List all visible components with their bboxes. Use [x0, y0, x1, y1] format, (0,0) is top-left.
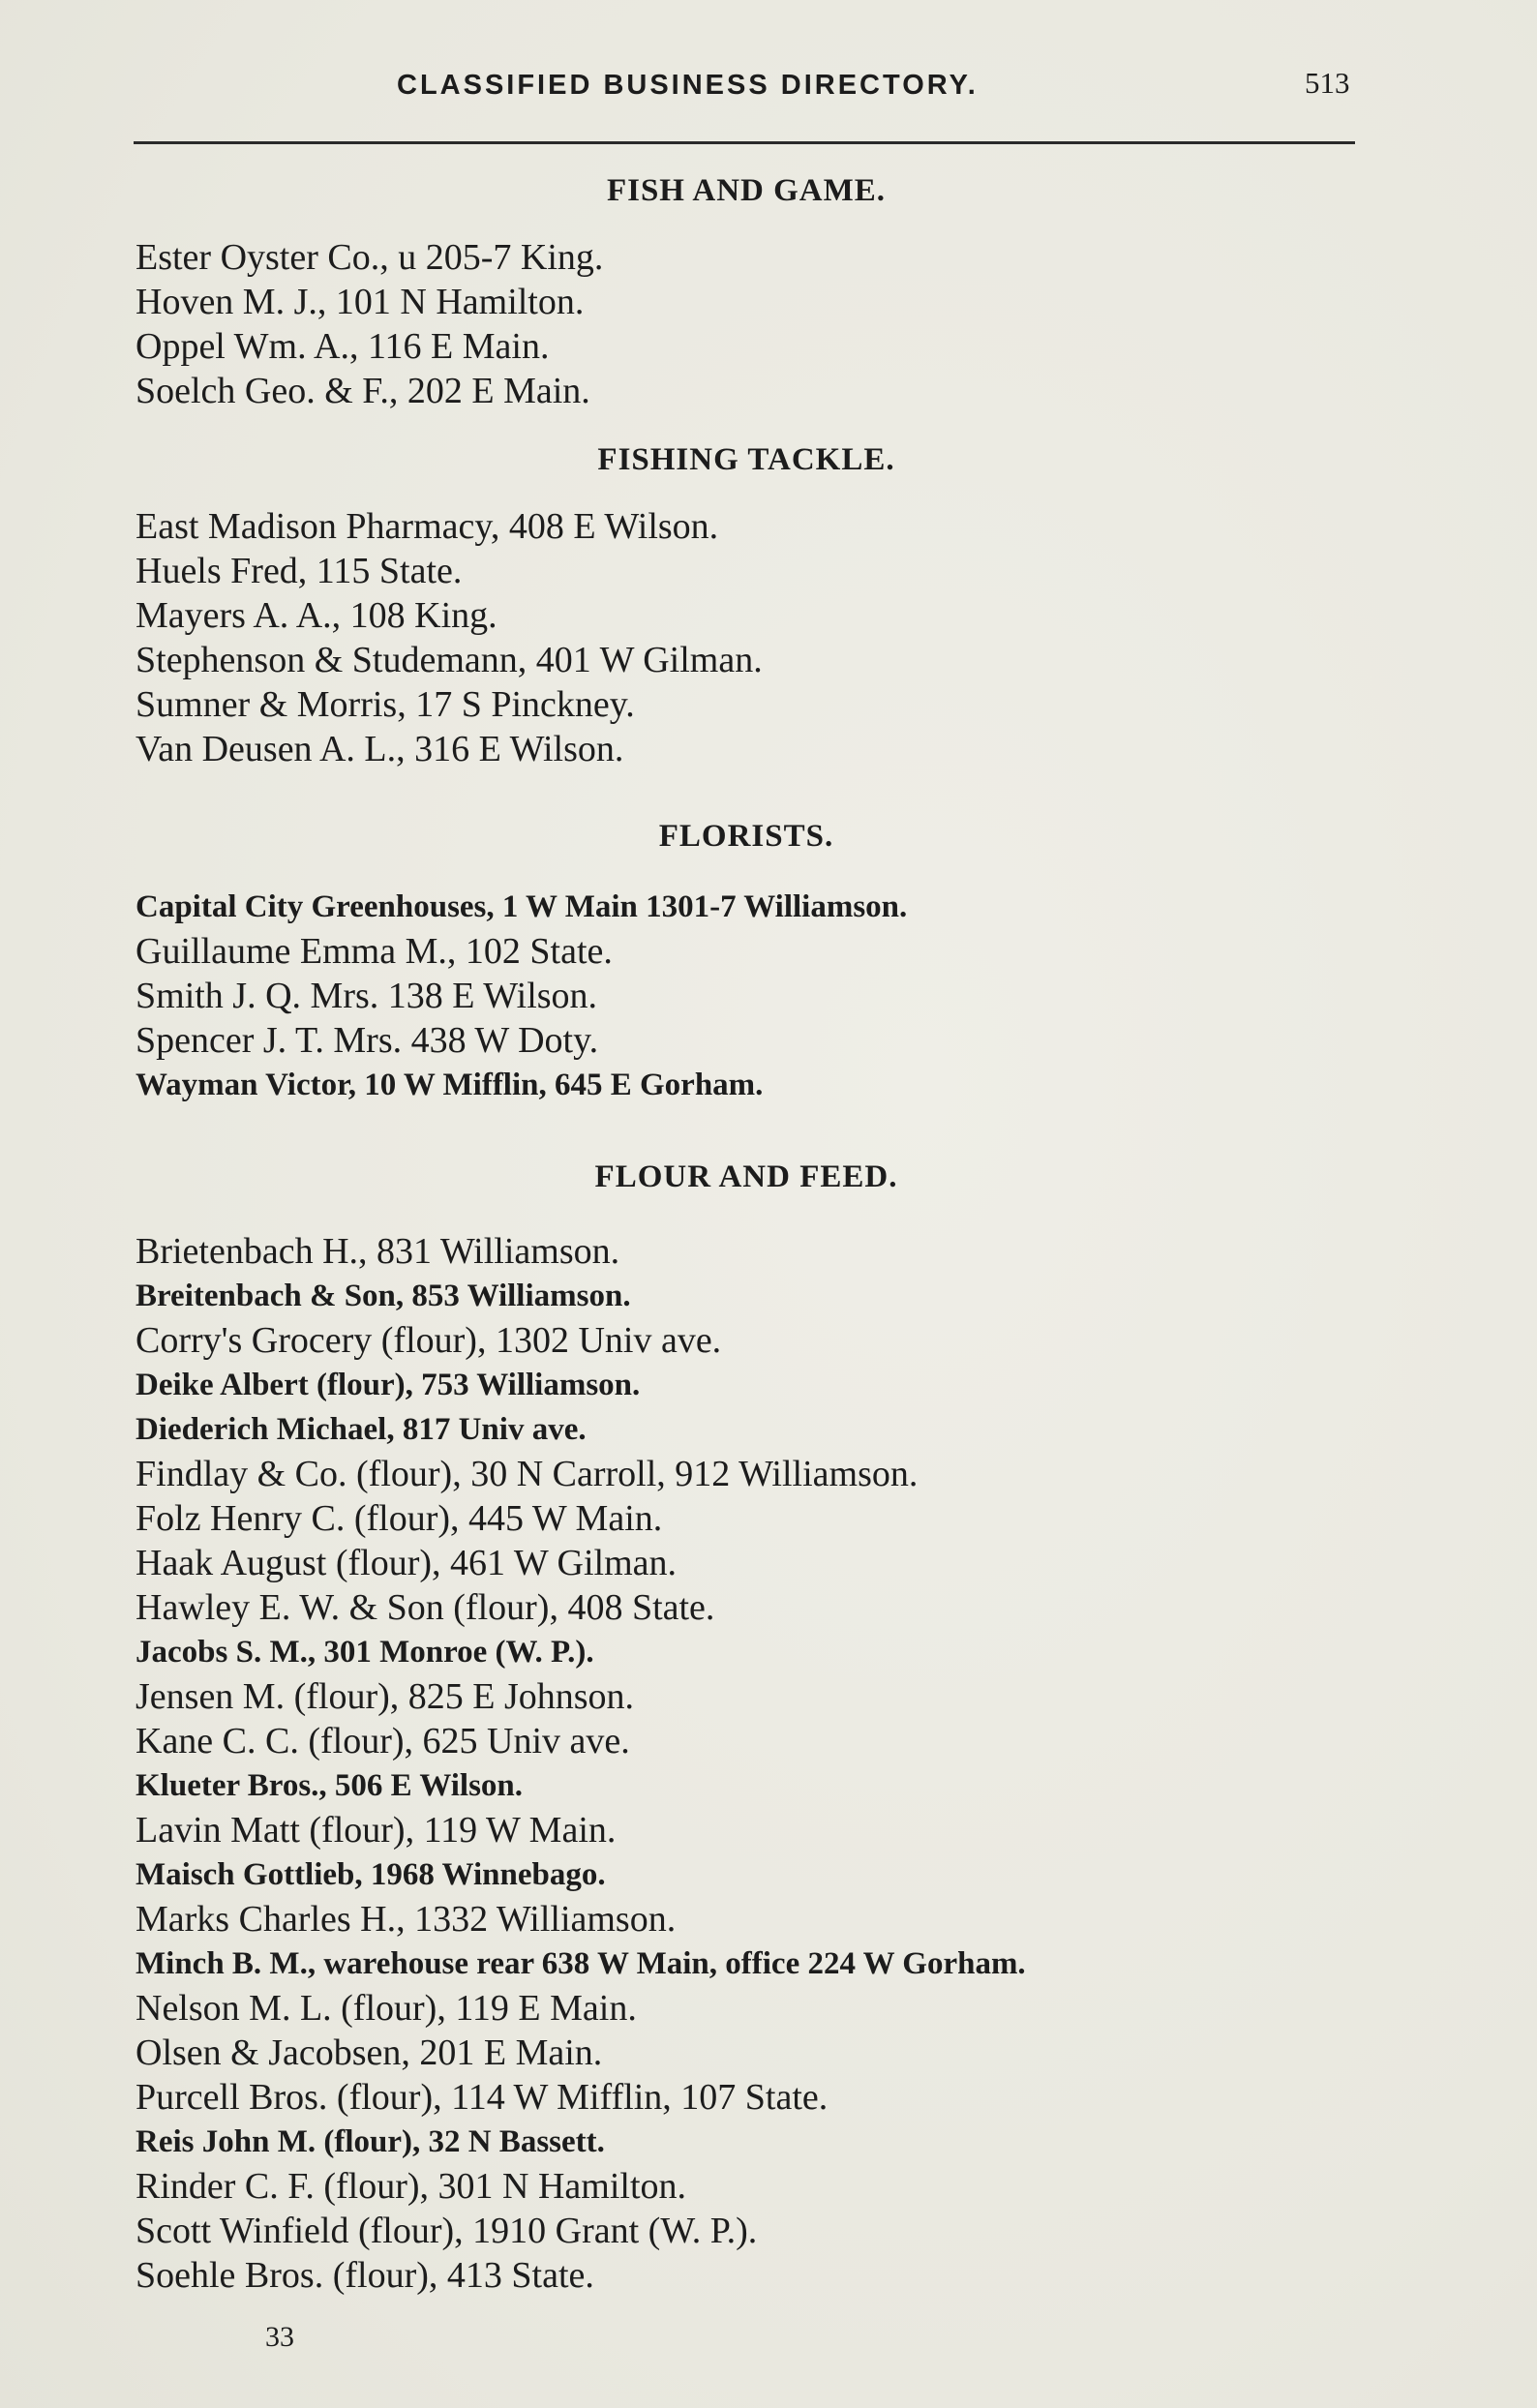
listing-entry: Guillaume Emma M., 102 State. [136, 931, 613, 972]
listing-entry: Soehle Bros. (flour), 413 State. [136, 2255, 594, 2296]
listing-entry: Jacobs S. M., 301 Monroe (W. P.). [136, 1635, 594, 1670]
listing-entry: Sumner & Morris, 17 S Pinckney. [136, 684, 635, 725]
listing-entry: Folz Henry C. (flour), 445 W Main. [136, 1498, 663, 1539]
section-list-florists [136, 885, 907, 1107]
page-number: 513 [1305, 66, 1350, 100]
listing-entry: Stephenson & Studemann, 401 W Gilman. [136, 640, 763, 680]
listing-entry: Reis John M. (flour), 32 N Bassett. [136, 2124, 605, 2159]
listing-entry: Wayman Victor, 10 W Mifflin, 645 E Gorham. [136, 1068, 764, 1102]
running-head: CLASSIFIED BUSINESS DIRECTORY. [397, 70, 979, 101]
section-heading-fishing-tackle: FISHING TACKLE. [597, 442, 895, 477]
section-heading-flour-and-feed: FLOUR AND FEED. [594, 1159, 898, 1194]
listing-entry: Hawley E. W. & Son (flour), 408 State. [136, 1587, 715, 1628]
listing-entry: Oppel Wm. A., 116 E Main. [136, 326, 550, 367]
listing-entry: Marks Charles H., 1332 Williamson. [136, 1899, 677, 1940]
section-list-fish-and-game [136, 235, 603, 413]
listing-entry: Klueter Bros., 506 E Wilson. [136, 1768, 524, 1803]
listing-entry: Soelch Geo. & F., 202 E Main. [136, 371, 590, 411]
signature-mark: 33 [265, 2321, 294, 2353]
listing-entry: Corry's Grocery (flour), 1302 Univ ave. [136, 1320, 722, 1361]
listing-entry: Maisch Gottlieb, 1968 Winnebago. [136, 1857, 606, 1892]
listing-entry: Jensen M. (flour), 825 E Johnson. [136, 1676, 635, 1717]
listing-entry: Kane C. C. (flour), 625 Univ ave. [136, 1721, 630, 1761]
listing-entry: Minch B. M., warehouse rear 638 W Main, office 224 W Gorham. [136, 1946, 1026, 1981]
listing-entry: Breitenbach & Son, 853 Williamson. [136, 1279, 631, 1313]
listing-entry: Capital City Greenhouses, 1 W Main 1301-7 Williamson. [136, 889, 908, 924]
listing-entry: Van Deusen A. L., 316 E Wilson. [136, 729, 624, 769]
listing-entry: Hoven M. J., 101 N Hamilton. [136, 282, 585, 322]
section-list-flour-and-feed [136, 1229, 1026, 2298]
header-rule [134, 141, 1355, 144]
listing-entry: Lavin Matt (flour), 119 W Main. [136, 1810, 617, 1851]
listing-entry: Huels Fred, 115 State. [136, 551, 463, 591]
listing-entry: Smith J. Q. Mrs. 138 E Wilson. [136, 976, 598, 1016]
listing-entry: Purcell Bros. (flour), 114 W Mifflin, 107 State. [136, 2077, 829, 2118]
listing-entry: Nelson M. L. (flour), 119 E Main. [136, 1988, 637, 2029]
section-list-fishing-tackle [136, 504, 763, 771]
listing-entry: Scott Winfield (flour), 1910 Grant (W. P.). [136, 2211, 758, 2251]
listing-entry: Olsen & Jacobsen, 201 E Main. [136, 2032, 603, 2073]
listing-entry: Mayers A. A., 108 King. [136, 595, 497, 636]
listing-entry: Rinder C. F. (flour), 301 N Hamilton. [136, 2166, 687, 2207]
listing-entry: Brietenbach H., 831 Williamson. [136, 1231, 620, 1272]
listing-entry: Deike Albert (flour), 753 Williamson. [136, 1368, 641, 1402]
listing-entry: Haak August (flour), 461 W Gilman. [136, 1543, 678, 1583]
section-heading-fish-and-game: FISH AND GAME. [606, 173, 887, 208]
listing-entry: Ester Oyster Co., u 205-7 King. [136, 237, 604, 278]
listing-entry: Diederich Michael, 817 Univ ave. [136, 1412, 587, 1447]
listing-entry: Findlay & Co. (flour), 30 N Carroll, 912 Williamson. [136, 1454, 919, 1494]
listing-entry: Spencer J. T. Mrs. 438 W Doty. [136, 1020, 599, 1061]
section-heading-florists: FLORISTS. [658, 819, 834, 854]
listing-entry: East Madison Pharmacy, 408 E Wilson. [136, 506, 719, 547]
